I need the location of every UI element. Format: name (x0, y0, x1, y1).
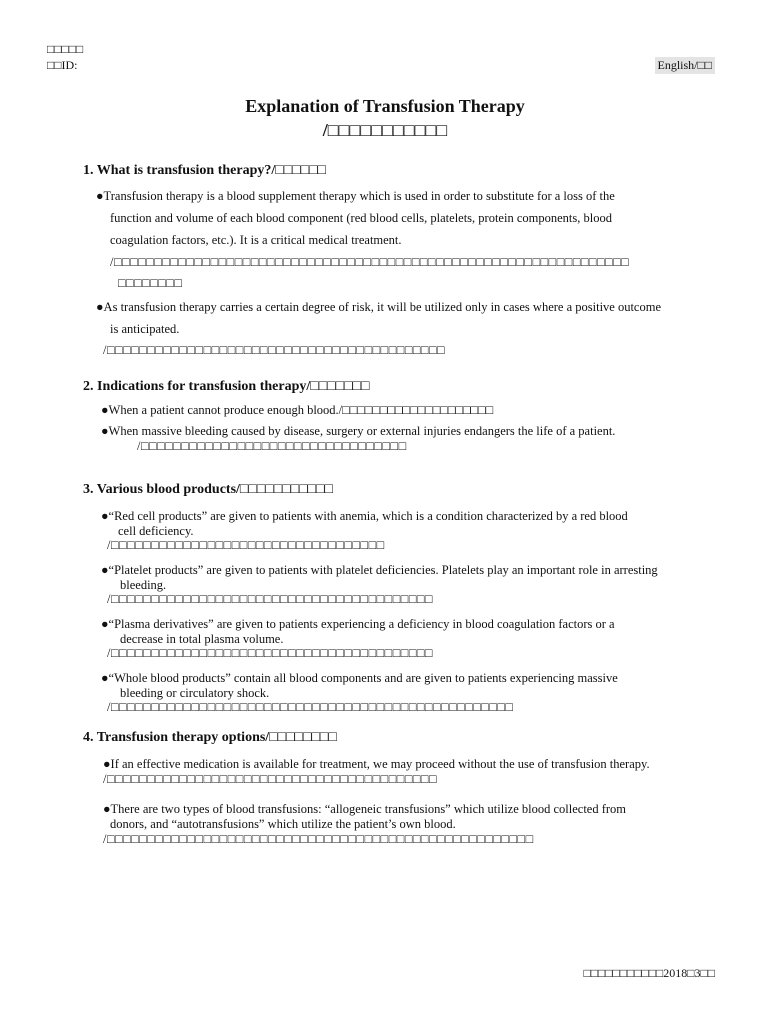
list-item-continuation: bleeding. (120, 578, 167, 592)
section-heading-4: 4. Transfusion therapy options/□□□□□□□□ (83, 730, 337, 745)
id-label: □□ID: (47, 58, 78, 72)
list-item: ●Transfusion therapy is a blood supplement therapy which is used in order to substitute for a loss of the (96, 189, 615, 203)
list-item: ●“Plasma derivatives” are given to patients experiencing a deficiency in blood coagulation factors or a (101, 617, 615, 631)
page-title: Explanation of Transfusion Therapy (245, 96, 525, 116)
section-heading-2: 2. Indications for transfusion therapy/□□□□□□□ (83, 379, 370, 394)
list-item-continuation: function and volume of each blood component (red blood cells, platelets, protein components, blood (110, 211, 612, 225)
list-item-continuation: is anticipated. (110, 322, 180, 336)
list-item-continuation: coagulation factors, etc.). It is a critical medical treatment. (110, 233, 402, 247)
translation-line: /□□□□□□□□□□□□□□□□□□□□□□□□□□□□□□□□□□□□□□□□□□ (103, 343, 446, 357)
list-item-continuation: decrease in total plasma volume. (120, 632, 284, 646)
list-item: ●If an effective medication is available for treatment, we may proceed without the use of transfusion therapy. (103, 757, 650, 771)
list-item: ●When massive bleeding caused by disease, surgery or external injuries endangers the life of a patient. (101, 424, 616, 438)
list-item-continuation: cell deficiency. (118, 524, 194, 538)
list-item: ●There are two types of blood transfusions: “allogeneic transfusions” which utilize blood collected from (103, 802, 627, 816)
list-item-continuation: donors, and “autotransfusions” which utilize the patient’s own blood. (110, 817, 456, 831)
translation-line: □□□□□□□□ (118, 276, 183, 290)
section-heading-1: 1. What is transfusion therapy?/□□□□□□ (83, 163, 327, 178)
list-item: ●“Red cell products” are given to patients with anemia, which is a condition characterized by a red blood (101, 509, 628, 523)
list-item-continuation: bleeding or circulatory shock. (120, 686, 270, 700)
footer-note: □□□□□□□□□□□2018□3□□ (583, 966, 715, 980)
translation-line: /□□□□□□□□□□□□□□□□□□□□□□□□□□□□□□□□□□□□□□□□□ (103, 772, 438, 786)
language-selector[interactable]: English/□□ (655, 57, 716, 74)
page-title-jp: /□□□□□□□□□□□ (322, 120, 448, 140)
translation-line: /□□□□□□□□□□□□□□□□□□□□□□□□□□□□□□□□□□□□□□□□□□□□□□□□□□□□□ (103, 832, 534, 846)
translation-line: /□□□□□□□□□□□□□□□□□□□□□□□□□□□□□□□□□□ (107, 538, 385, 552)
section-heading-3: 3. Various blood products/□□□□□□□□□□□ (83, 482, 333, 497)
translation-line: /□□□□□□□□□□□□□□□□□□□□□□□□□□□□□□□□□□□□□□□□ (107, 592, 433, 606)
list-item: ●“Whole blood products” contain all blood components and are given to patients experiencing massive (101, 671, 618, 685)
list-item: ●As transfusion therapy carries a certain degree of risk, it will be utilized only in cases where a positive outcome (96, 300, 662, 314)
translation-line: /□□□□□□□□□□□□□□□□□□□□□□□□□□□□□□□□□□□□□□□□□□□□□□□□□□□□□□□□□□□□□□□□ (110, 255, 630, 269)
translation-line: /□□□□□□□□□□□□□□□□□□□□□□□□□□□□□□□□□□□□□□□□□□□□□□□□□□ (107, 700, 514, 714)
translation-line: /□□□□□□□□□□□□□□□□□□□□□□□□□□□□□□□□□□□□□□□□ (107, 646, 433, 660)
form-label: □□□□□ (47, 42, 84, 56)
list-item: ●When a patient cannot produce enough blood./□□□□□□□□□□□□□□□□□□□□ (101, 403, 494, 417)
list-item: ●“Platelet products” are given to patients with platelet deficiencies. Platelets play an important role in arresting (101, 563, 658, 577)
translation-line: /□□□□□□□□□□□□□□□□□□□□□□□□□□□□□□□□□ (137, 439, 407, 453)
